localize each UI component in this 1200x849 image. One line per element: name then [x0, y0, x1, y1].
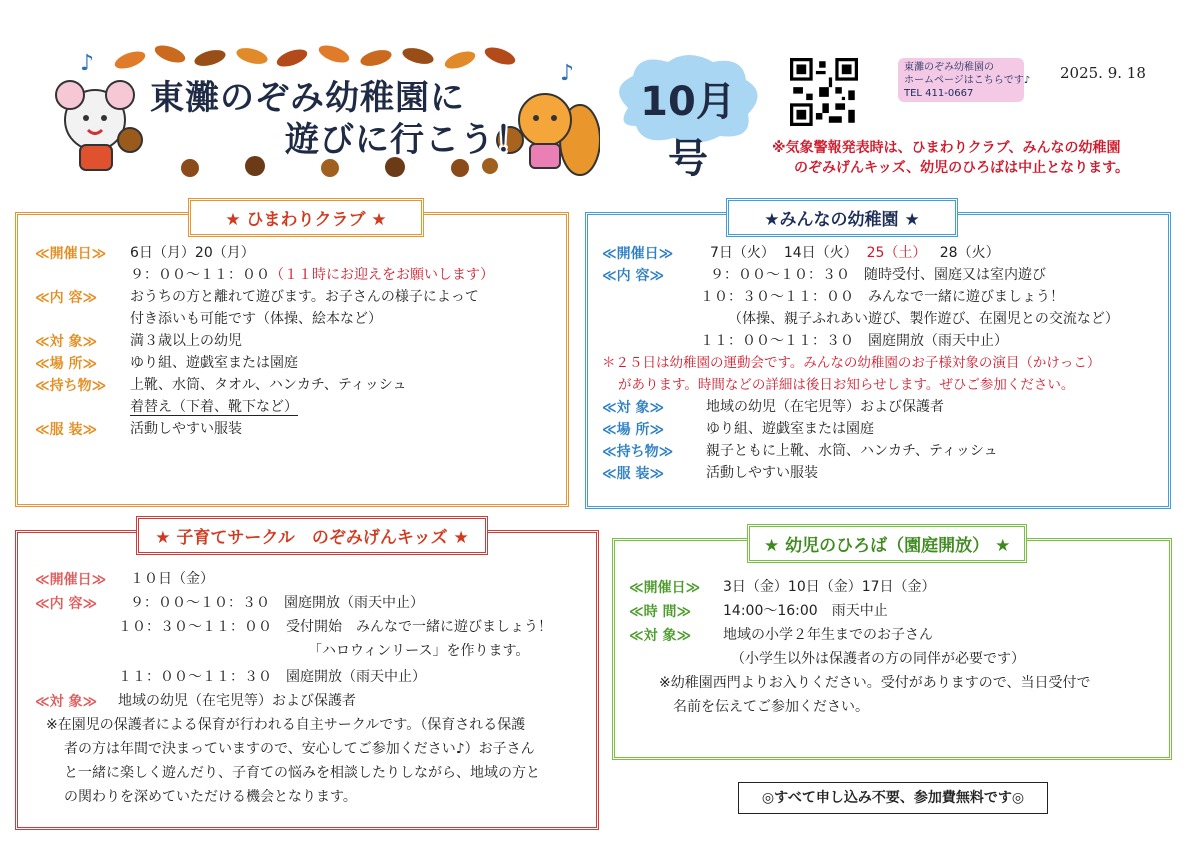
minna-target: 地域の幼児（在宅児等）および保護者 [706, 399, 944, 415]
issue-date: 2025. 9. 18 [1060, 64, 1146, 82]
himawari-content-line: 付き添いも可能です（体操、絵本など） [130, 311, 382, 327]
qr-code-icon[interactable] [790, 58, 858, 126]
warning-line: ※気象警報発表時は、ひまわりクラブ、みんなの幼稚園 [772, 140, 1121, 156]
kids-note-line: と一緒に楽しく遊んだり、子育ての悩みを相談したりしながら、地域の方と [64, 765, 540, 781]
kids-note-line: 者の方は年間で決まっていますので、安心してご参加ください♪）お子さん [64, 741, 535, 757]
kids-note-line: ※在園児の保護者による保育が行われる自主サークルです。（保育される保護 [46, 717, 526, 733]
minna-notice-line: があります。時間などの詳細は後日お知らせします。ぜひご参加ください。 [618, 377, 1075, 393]
himawari-place: ゆり組、遊戯室または園庭 [130, 355, 298, 371]
kids-schedule-line: １１：００～１１：３０ 園庭開放（雨天中止） [118, 669, 426, 685]
minna-date: 14日（火） [783, 245, 858, 261]
himawari-date: 6日（月）20（月） [130, 245, 255, 261]
music-note-icon: ♪ [80, 51, 95, 76]
label-date: ≪開催日≫ [629, 580, 701, 596]
music-note-icon: ♪ [560, 61, 575, 86]
minna-date-special: 25（土） [866, 245, 927, 261]
kids-date: １０日（金） [130, 571, 214, 587]
page-title-line-1: 東灘のぞみ幼稚園に [150, 78, 465, 118]
free-participation-note: ◎すべて申し込み不要、参加費無料です◎ [738, 782, 1048, 814]
homepage-note-line: ホームページはこちらです♪ [904, 75, 1031, 86]
minna-date: 28（火） [939, 245, 1000, 261]
kids-schedule-line: ９：００～１０：３０ 園庭開放（雨天中止） [130, 595, 424, 611]
minna-dates [710, 243, 1000, 263]
label-target: ≪対 象≫ [602, 400, 665, 416]
himawari-target: 満３歳以上の幼児 [130, 333, 242, 349]
label-target: ≪対 象≫ [35, 334, 98, 350]
label-date: ≪開催日≫ [602, 246, 674, 262]
autumn-leaves-garland [113, 42, 518, 72]
label-content: ≪内 容≫ [35, 290, 98, 306]
himawari-club-title: ★ ひまわりクラブ ★ [188, 198, 424, 237]
himawari-items-line: 上靴、水筒、タオル、ハンカチ、ティッシュ [130, 377, 407, 393]
homepage-note-line: 東灘のぞみ幼稚園の [904, 62, 994, 73]
kids-schedule-line: １０：３０～１１：００ 受付開始 みんなで一緒に遊びましょう！ [118, 619, 552, 635]
hiroba-note-line: ※幼稚園西門よりお入りください。受付がありますので、当日受付で [659, 675, 1091, 691]
minna-kindergarten-title: ★みんなの幼稚園 ★ [726, 198, 958, 237]
hiroba-time: 14:00～16:00 雨天中止 [723, 603, 888, 619]
himawari-club-section [15, 212, 569, 507]
youji-hiroba-title: ★ 幼児のひろば（園庭開放） ★ [747, 524, 1027, 563]
weather-warning-notice [772, 138, 1192, 178]
label-place: ≪場 所≫ [602, 422, 665, 438]
himawari-items-line [130, 397, 298, 417]
label-date: ≪開催日≫ [35, 246, 107, 262]
homepage-note [898, 58, 1031, 102]
himawari-items-change: 着替え（下着、靴下など） [130, 399, 298, 415]
label-content: ≪内 容≫ [602, 268, 665, 284]
mouse-character-icon [56, 81, 142, 170]
hiroba-date: 3日（金）10日（金）17日（金） [723, 579, 936, 595]
warning-line: のぞみげんキッズ、幼児のひろばは中止となります。 [794, 160, 1130, 176]
nozomi-genkids-title: ★ 子育てサークル のぞみげんキッズ ★ [136, 516, 488, 555]
minna-notice-line: ＊２５日は幼稚園の運動会です。みんなの幼稚園のお子様対象の演目（かけっこ） [602, 355, 1101, 371]
minna-schedule-line: （体操、親子ふれあい遊び、製作遊び、在園児との交流など） [728, 311, 1119, 327]
hiroba-target-note: （小学生以外は保護者の方の同伴が必要です） [731, 651, 1025, 667]
himawari-time [130, 265, 494, 285]
minna-kindergarten-section [585, 212, 1171, 509]
minna-date: 7日（火） [710, 245, 775, 261]
page-title-line-2: 遊びに行こう！ [285, 120, 530, 160]
kids-target: 地域の幼児（在宅児等）および保護者 [118, 693, 356, 709]
label-items: ≪持ち物≫ [35, 378, 107, 394]
label-dress: ≪服 装≫ [602, 466, 665, 482]
minna-items: 親子ともに上靴、水筒、ハンカチ、ティッシュ [706, 443, 998, 459]
label-target: ≪対 象≫ [35, 694, 98, 710]
himawari-time-note: （１１時にお迎えをお願いします） [270, 267, 494, 283]
minna-schedule-line: ９：００～１０：３０ 随時受付、園庭又は室内遊び [710, 267, 1046, 283]
himawari-content-line: おうちの方と離れて遊びます。お子さんの様子によって [130, 289, 479, 305]
nozomi-genkids-section [15, 530, 599, 830]
youji-hiroba-section [612, 538, 1172, 760]
hiroba-target: 地域の小学２年生までのお子さん [723, 627, 933, 643]
label-time: ≪時 間≫ [629, 604, 692, 620]
label-items: ≪持ち物≫ [602, 444, 674, 460]
issue-label: 10月号 [640, 79, 736, 182]
label-content: ≪内 容≫ [35, 596, 98, 612]
minna-place: ゆり組、遊戯室または園庭 [706, 421, 874, 437]
minna-dress: 活動しやすい服装 [706, 465, 818, 481]
label-target: ≪対 象≫ [629, 628, 692, 644]
minna-schedule-line: １１：００～１１：３０ 園庭開放（雨天中止） [700, 333, 1008, 349]
label-place: ≪場 所≫ [35, 356, 98, 372]
kids-schedule-line: 「ハロウィンリース」を作ります。 [308, 643, 530, 659]
himawari-dress: 活動しやすい服装 [130, 421, 242, 437]
label-date: ≪開催日≫ [35, 572, 107, 588]
kids-note-line: の関わりを深めていただける機会となります。 [64, 789, 357, 805]
homepage-phone: TEL 411-0667 [904, 88, 974, 99]
hiroba-note-line: 名前を伝えてご参加ください。 [673, 699, 869, 715]
minna-schedule-line: １０：３０～１１：００ みんなで一緒に遊びましょう！ [700, 289, 1064, 305]
label-dress: ≪服 装≫ [35, 422, 98, 438]
himawari-time-value: ９：００～１１：００ [130, 267, 270, 283]
